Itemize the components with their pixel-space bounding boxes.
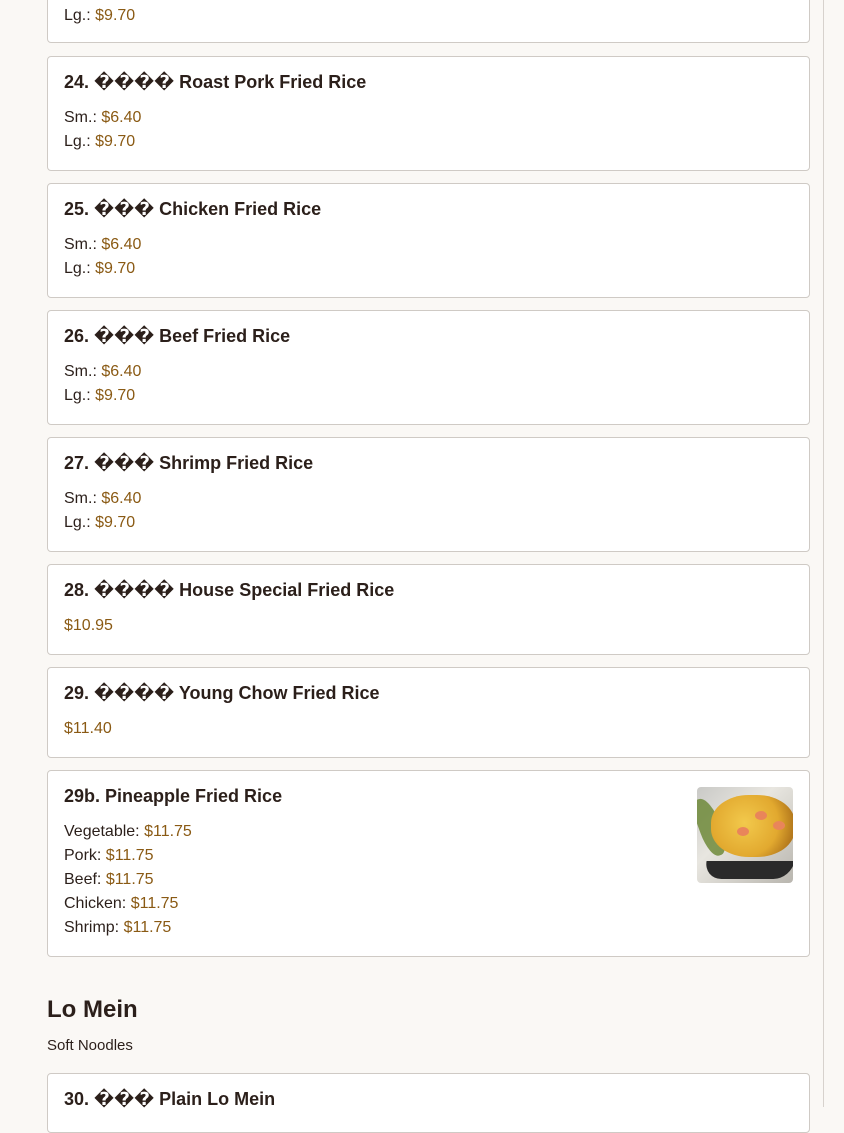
option-label: Shrimp: xyxy=(64,919,124,936)
price: $11.75 xyxy=(144,823,192,840)
price-line xyxy=(64,895,178,913)
menu-item-card[interactable] xyxy=(47,667,810,758)
price-line xyxy=(64,363,141,381)
price-line xyxy=(64,919,171,937)
item-title: 24. ���� Roast Pork Fried Rice xyxy=(64,72,367,92)
price: $6.40 xyxy=(101,109,142,126)
menu-item-card[interactable] xyxy=(47,437,810,552)
price-line xyxy=(64,847,154,865)
price: $9.70 xyxy=(95,133,136,150)
shrimp xyxy=(773,821,785,830)
price-line xyxy=(64,236,141,254)
price-line xyxy=(64,720,112,738)
price-line xyxy=(64,387,135,405)
size-label: Lg.: xyxy=(64,7,96,24)
option-label: Chicken: xyxy=(64,895,131,912)
menu-item-card[interactable] xyxy=(47,310,810,425)
price-line xyxy=(64,260,135,278)
option-label: Pork: xyxy=(64,847,106,864)
price-line xyxy=(64,133,135,151)
size-label: Lg.: xyxy=(64,260,96,277)
price-line xyxy=(64,823,192,841)
price: $6.40 xyxy=(101,236,142,253)
section-subtitle: Soft Noodles xyxy=(47,1037,133,1054)
section-title: Lo Mein xyxy=(47,996,138,1023)
option-label: Vegetable: xyxy=(64,823,145,840)
price: $6.40 xyxy=(101,490,142,507)
price: $6.40 xyxy=(101,363,142,380)
item-title: 29b. Pineapple Fried Rice xyxy=(64,786,283,806)
option-label: Beef: xyxy=(64,871,106,888)
price: $11.75 xyxy=(105,871,154,888)
item-title: 30. ��� Plain Lo Mein xyxy=(64,1089,276,1109)
price-line xyxy=(64,617,113,635)
price-line xyxy=(64,514,135,532)
scroll-divider xyxy=(823,0,824,1107)
price: $9.70 xyxy=(95,514,136,531)
item-title: 29. ���� Young Chow Fried Rice xyxy=(64,683,380,703)
serving-dish xyxy=(703,861,793,879)
item-photo[interactable] xyxy=(697,787,793,883)
item-title: 25. ��� Chicken Fried Rice xyxy=(64,199,322,219)
size-label: Sm.: xyxy=(64,236,102,253)
shrimp xyxy=(755,811,767,820)
price-line xyxy=(64,490,141,508)
item-title: 27. ��� Shrimp Fried Rice xyxy=(64,453,314,473)
price: $11.75 xyxy=(123,919,172,936)
item-title: 28. ���� House Special Fried Rice xyxy=(64,580,395,600)
price: $11.75 xyxy=(130,895,179,912)
price-line xyxy=(64,871,154,889)
price: $9.70 xyxy=(95,260,136,277)
item-title: 26. ��� Beef Fried Rice xyxy=(64,326,291,346)
price: $10.95 xyxy=(64,617,113,634)
price: $9.70 xyxy=(95,7,136,24)
shrimp xyxy=(737,827,749,836)
menu-item-card[interactable] xyxy=(47,183,810,298)
price: $9.70 xyxy=(95,387,136,404)
price-line xyxy=(64,7,135,25)
size-label: Sm.: xyxy=(64,363,102,380)
size-label: Lg.: xyxy=(64,514,96,531)
price: $11.40 xyxy=(64,720,112,737)
size-label: Lg.: xyxy=(64,133,96,150)
menu-item-card[interactable] xyxy=(47,770,810,957)
menu-item-card[interactable] xyxy=(47,1073,810,1133)
menu-item-card[interactable] xyxy=(47,564,810,655)
size-label: Sm.: xyxy=(64,490,102,507)
price-line xyxy=(64,109,141,127)
size-label: Lg.: xyxy=(64,387,96,404)
menu-item-card[interactable] xyxy=(47,56,810,171)
size-label: Sm.: xyxy=(64,109,102,126)
menu-item-card[interactable] xyxy=(47,0,810,43)
price: $11.75 xyxy=(105,847,154,864)
